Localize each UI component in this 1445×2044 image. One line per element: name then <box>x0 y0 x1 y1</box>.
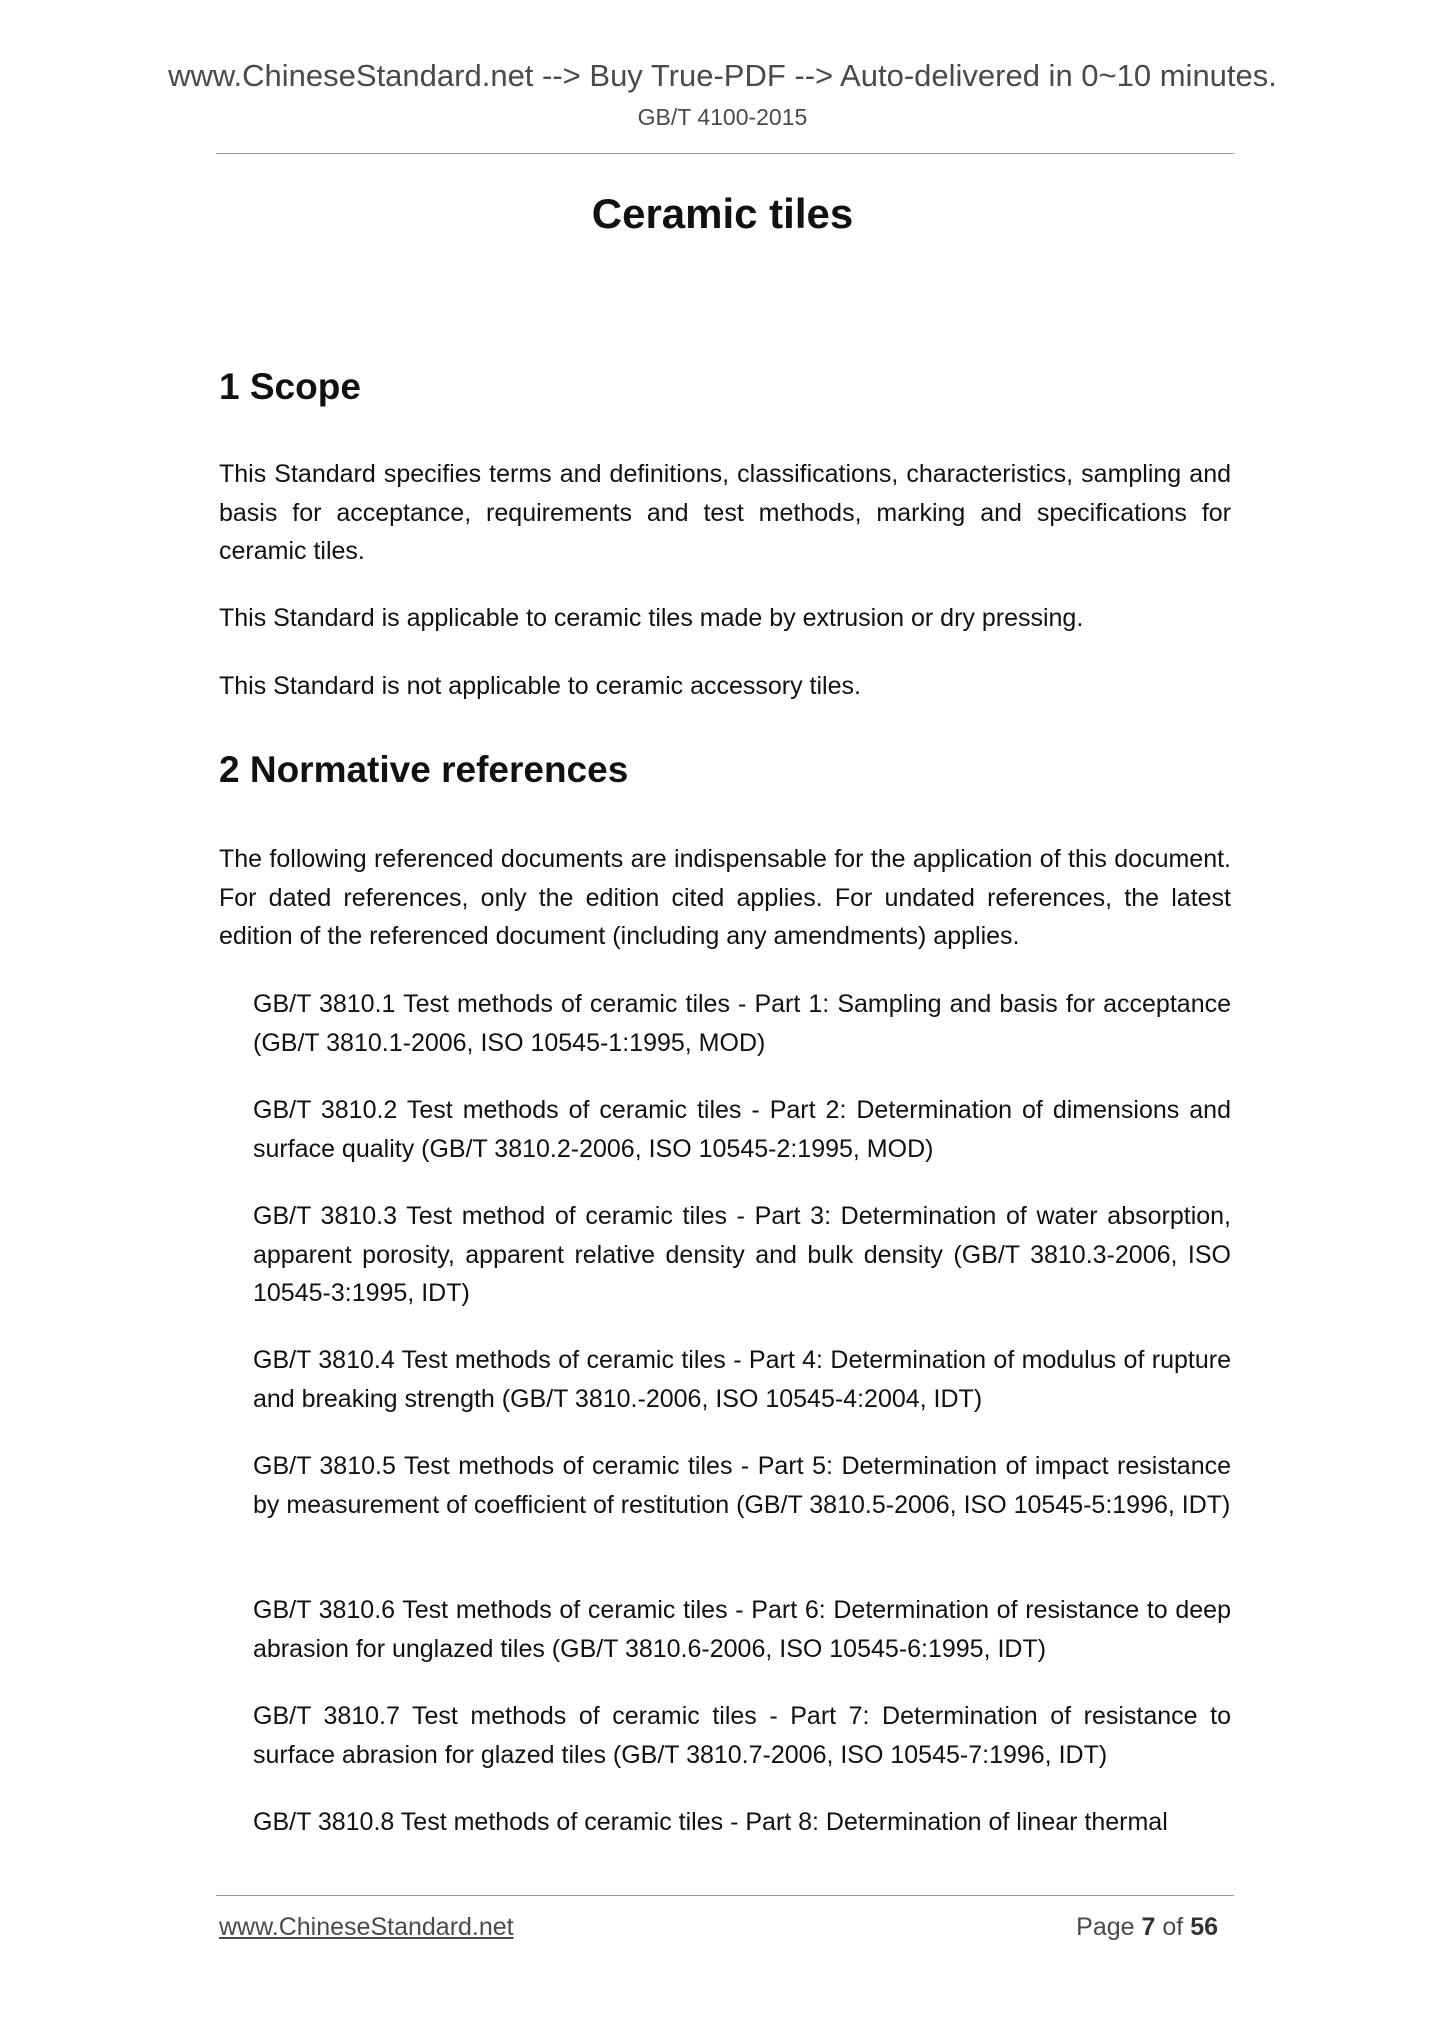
reference-item: GB/T 3810.6 Test methods of ceramic tiles - Part 6: Determination of resistance to deep abrasion for unglazed tiles (GB/T 3810.6-2006, ISO 10545-6:1995, IDT) <box>253 1596 1231 1663</box>
references-intro-paragraph: The following referenced documents are indispensable for the application of this document. For dated references, only the edition cited applies. For undated references, the latest edition of the referenced document (including any amendments) applies. <box>219 845 1231 950</box>
reference-item: GB/T 3810.2 Test methods of ceramic tiles - Part 2: Determination of dimensions and surface quality (GB/T 3810.2-2006, ISO 10545-2:1995, MOD) <box>253 1096 1231 1163</box>
footer-site-link[interactable]: www.ChineseStandard.net <box>219 1913 514 1941</box>
page-current: 7 <box>1141 1913 1156 1941</box>
page-label: Page <box>1076 1913 1135 1941</box>
page-indicator <box>1076 1913 1218 1942</box>
scope-paragraph-2: This Standard is applicable to ceramic tiles made by extrusion or dry pressing. <box>219 604 1084 632</box>
reference-item: GB/T 3810.7 Test methods of ceramic tiles - Part 7: Determination of resistance to surface abrasion for glazed tiles (GB/T 3810.7-2006, ISO 10545-7:1996, IDT) <box>253 1702 1231 1769</box>
footer-divider <box>216 1895 1234 1896</box>
reference-item: GB/T 3810.8 Test methods of ceramic tiles - Part 8: Determination of linear thermal <box>253 1808 1168 1836</box>
scope-paragraph-3: This Standard is not applicable to ceramic accessory tiles. <box>219 672 861 700</box>
standard-id: GB/T 4100-2015 <box>637 104 808 130</box>
reference-item: GB/T 3810.3 Test method of ceramic tiles - Part 3: Determination of water absorption, apparent porosity, apparent relative density and bulk density (GB/T 3810.3-2006, ISO 10545-3:1995, IDT) <box>253 1202 1231 1307</box>
page-total: 56 <box>1190 1913 1218 1941</box>
section-heading-normative-references: 2 Normative references <box>219 749 629 790</box>
section-heading-scope: 1 Scope <box>219 366 361 407</box>
header-divider <box>216 153 1234 154</box>
document-title: Ceramic tiles <box>591 190 854 237</box>
header-banner: www.ChineseStandard.net --> Buy True-PDF --> Auto-delivered in 0~10 minutes. <box>168 58 1277 93</box>
reference-item: GB/T 3810.4 Test methods of ceramic tiles - Part 4: Determination of modulus of rupture and breaking strength (GB/T 3810.-2006, ISO 10545-4:2004, IDT) <box>253 1346 1231 1413</box>
page-of-label: of <box>1162 1913 1184 1941</box>
reference-item: GB/T 3810.1 Test methods of ceramic tiles - Part 1: Sampling and basis for acceptance (GB/T 3810.1-2006, ISO 10545-1:1995, MOD) <box>253 990 1231 1057</box>
scope-paragraph-1: This Standard specifies terms and definitions, classifications, characteristics, sampling and basis for acceptance, requirements and test methods, marking and specifications for ceramic tiles. <box>219 460 1231 565</box>
reference-item: GB/T 3810.5 Test methods of ceramic tiles - Part 5: Determination of impact resistance by measurement of coefficient of restitution (GB/T 3810.5-2006, ISO 10545-5:1996, IDT) <box>253 1452 1231 1519</box>
